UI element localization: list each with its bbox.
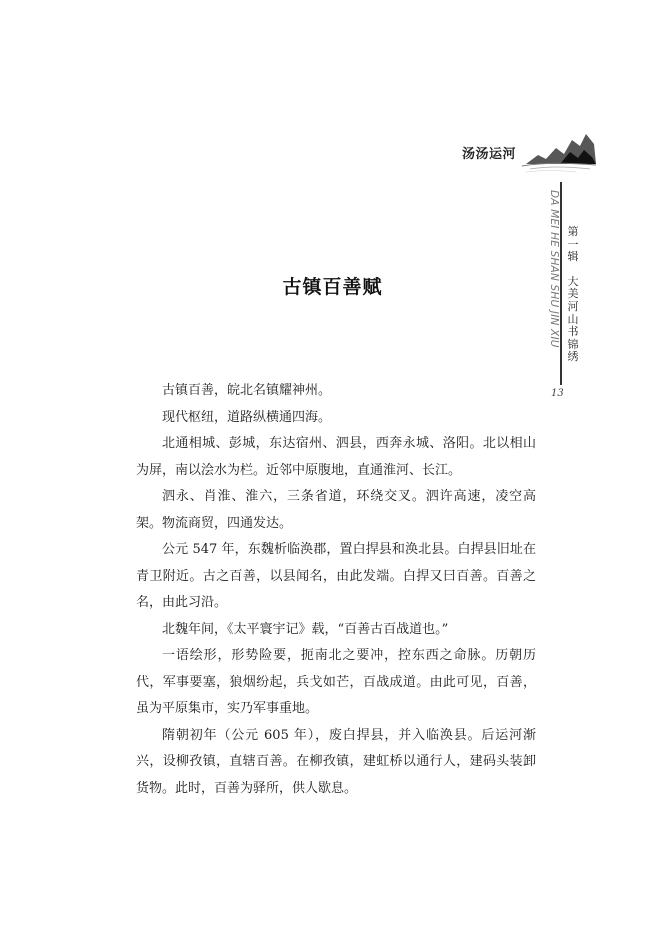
series-latin-name: DA MEI HE SHAN SHU JIN XIU [548,190,560,348]
paragraph: 古镇百善，皖北名镇耀神州。 [162,383,332,398]
series-char: 大 [567,274,579,288]
chapter-title: 汤汤运河 [462,147,517,162]
series-char: 绣 [567,350,579,364]
article-body [136,378,536,802]
paragraph: 北通相城、彭城，东达宿州、泗县，西奔永城、洛阳。北以相山为屏，南以浍水为栏。近邻中原腹地，直通淮河、长江。 [136,436,536,478]
paragraph: 泗永、肖淮、淮六，三条省道，环绕交叉。泗许高速，凌空高架。物流商贸，四通发达。 [136,489,536,531]
series-char: 河 [567,299,579,313]
series-char: 美 [567,287,579,301]
article-title: 古镇百善赋 [282,276,383,298]
series-char: 锦 [567,337,579,351]
paragraph: 隋朝初年（公元 605 年），废白捍县，并入临涣县。后运河渐兴，设柳孜镇，直辖百善。在柳孜镇，建虹桥以通行人，建码头装卸货物。此时，百善为驿所，供人歇息。 [136,727,536,796]
paragraph: 现代枢纽，道路纵横通四海。 [162,409,332,425]
series-char: 辑 [567,250,579,264]
paragraph: 公元 547 年，东魏析临涣郡，置白捍县和涣北县。白捍县旧址在青卫附近。古之百善，以县闻名，由此发端。白捍又曰百善。百善之名，由此习沿。 [136,542,536,610]
paragraph: 一语绘形，形势险要，扼南北之要冲，控东西之命脉。历朝历代，军事要塞，狼烟纷起，兵戈如芒，百战成道。由此可见，百善，虽为平原集市，实乃军事重地。 [136,648,536,716]
series-char: 第 [567,225,579,238]
series-char: 山 [567,312,579,326]
series-char: 书 [567,325,579,339]
paragraph: 北魏年间，《太平寰宇记》载，“百善古百战道也。” [162,621,449,637]
series-char: 一 [567,237,579,251]
ink-landscape-icon [520,124,598,174]
page-number: 13 [551,388,564,399]
